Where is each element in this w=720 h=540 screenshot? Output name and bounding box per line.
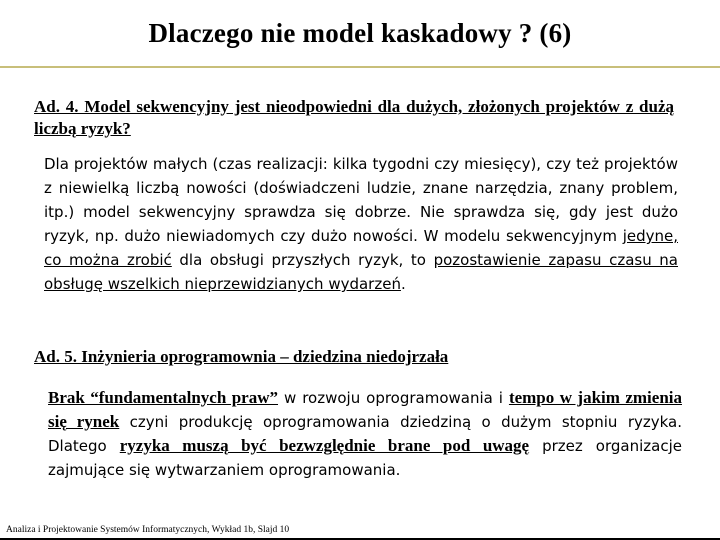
paragraph-emphasis: Brak “fundamentalnych praw” [48, 388, 279, 407]
section-ad5-paragraph [48, 386, 682, 482]
paragraph-emphasis: tempo w jakim zmienia się rynek [48, 388, 682, 431]
paragraph-text: w rozwoju oprogramowania i [278, 389, 509, 407]
section-ad5 [34, 346, 674, 368]
paragraph-emphasis: ryzyka muszą być bezwzględnie brane pod uwagę [119, 436, 530, 455]
paragraph-emphasis: pozostawienie zapasu czasu na obsługę wszelkich nieprzewidzianych wydarzeń [44, 251, 679, 293]
paragraph-emphasis: jedyne, co można zrobić [44, 227, 678, 269]
slide-footer: Analiza i Projektowanie Systemów Informatycznych, Wykład 1b, Slajd 10 [6, 525, 290, 535]
section-ad4-paragraph [44, 152, 678, 296]
paragraph-text: . [400, 275, 406, 293]
section-ad5-heading: Ad. 5. Inżynieria oprogramownia – dziedzina niedojrzała [34, 347, 449, 366]
paragraph-text: czyni produkcję oprogramowania dziedziną o dużym stopniu ryzyka. Dlatego [48, 413, 683, 455]
slide-title: Dlaczego nie model kaskadowy ? (6) [148, 18, 572, 48]
paragraph-text: przez organizacje zajmujące się wytwarzaniem oprogramowania. [48, 437, 682, 479]
title-divider [0, 66, 720, 68]
section-ad4 [34, 96, 674, 140]
paragraph-text: Dla projektów małych (czas realizacji: kilka tygodni czy miesięcy), czy też projektów z niewielką liczbą nowości (doświadczeni ludzie, znane narzędzia, znany problem, itp.) model sekwencyjny sprawdza się dobrze. Nie sprawdza się, gdy jest dużo ryzyk, np. dużo niewiadomych czy dużo nowości. W modelu sekwencyjnym [44, 155, 678, 245]
paragraph-text: dla obsługi przyszłych ryzyk, to [171, 251, 434, 269]
section-ad4-heading: Ad. 4. Model sekwencyjny jest nieodpowiedni dla dużych, złożonych projektów z dużą liczbą ryzyk? [34, 97, 674, 138]
